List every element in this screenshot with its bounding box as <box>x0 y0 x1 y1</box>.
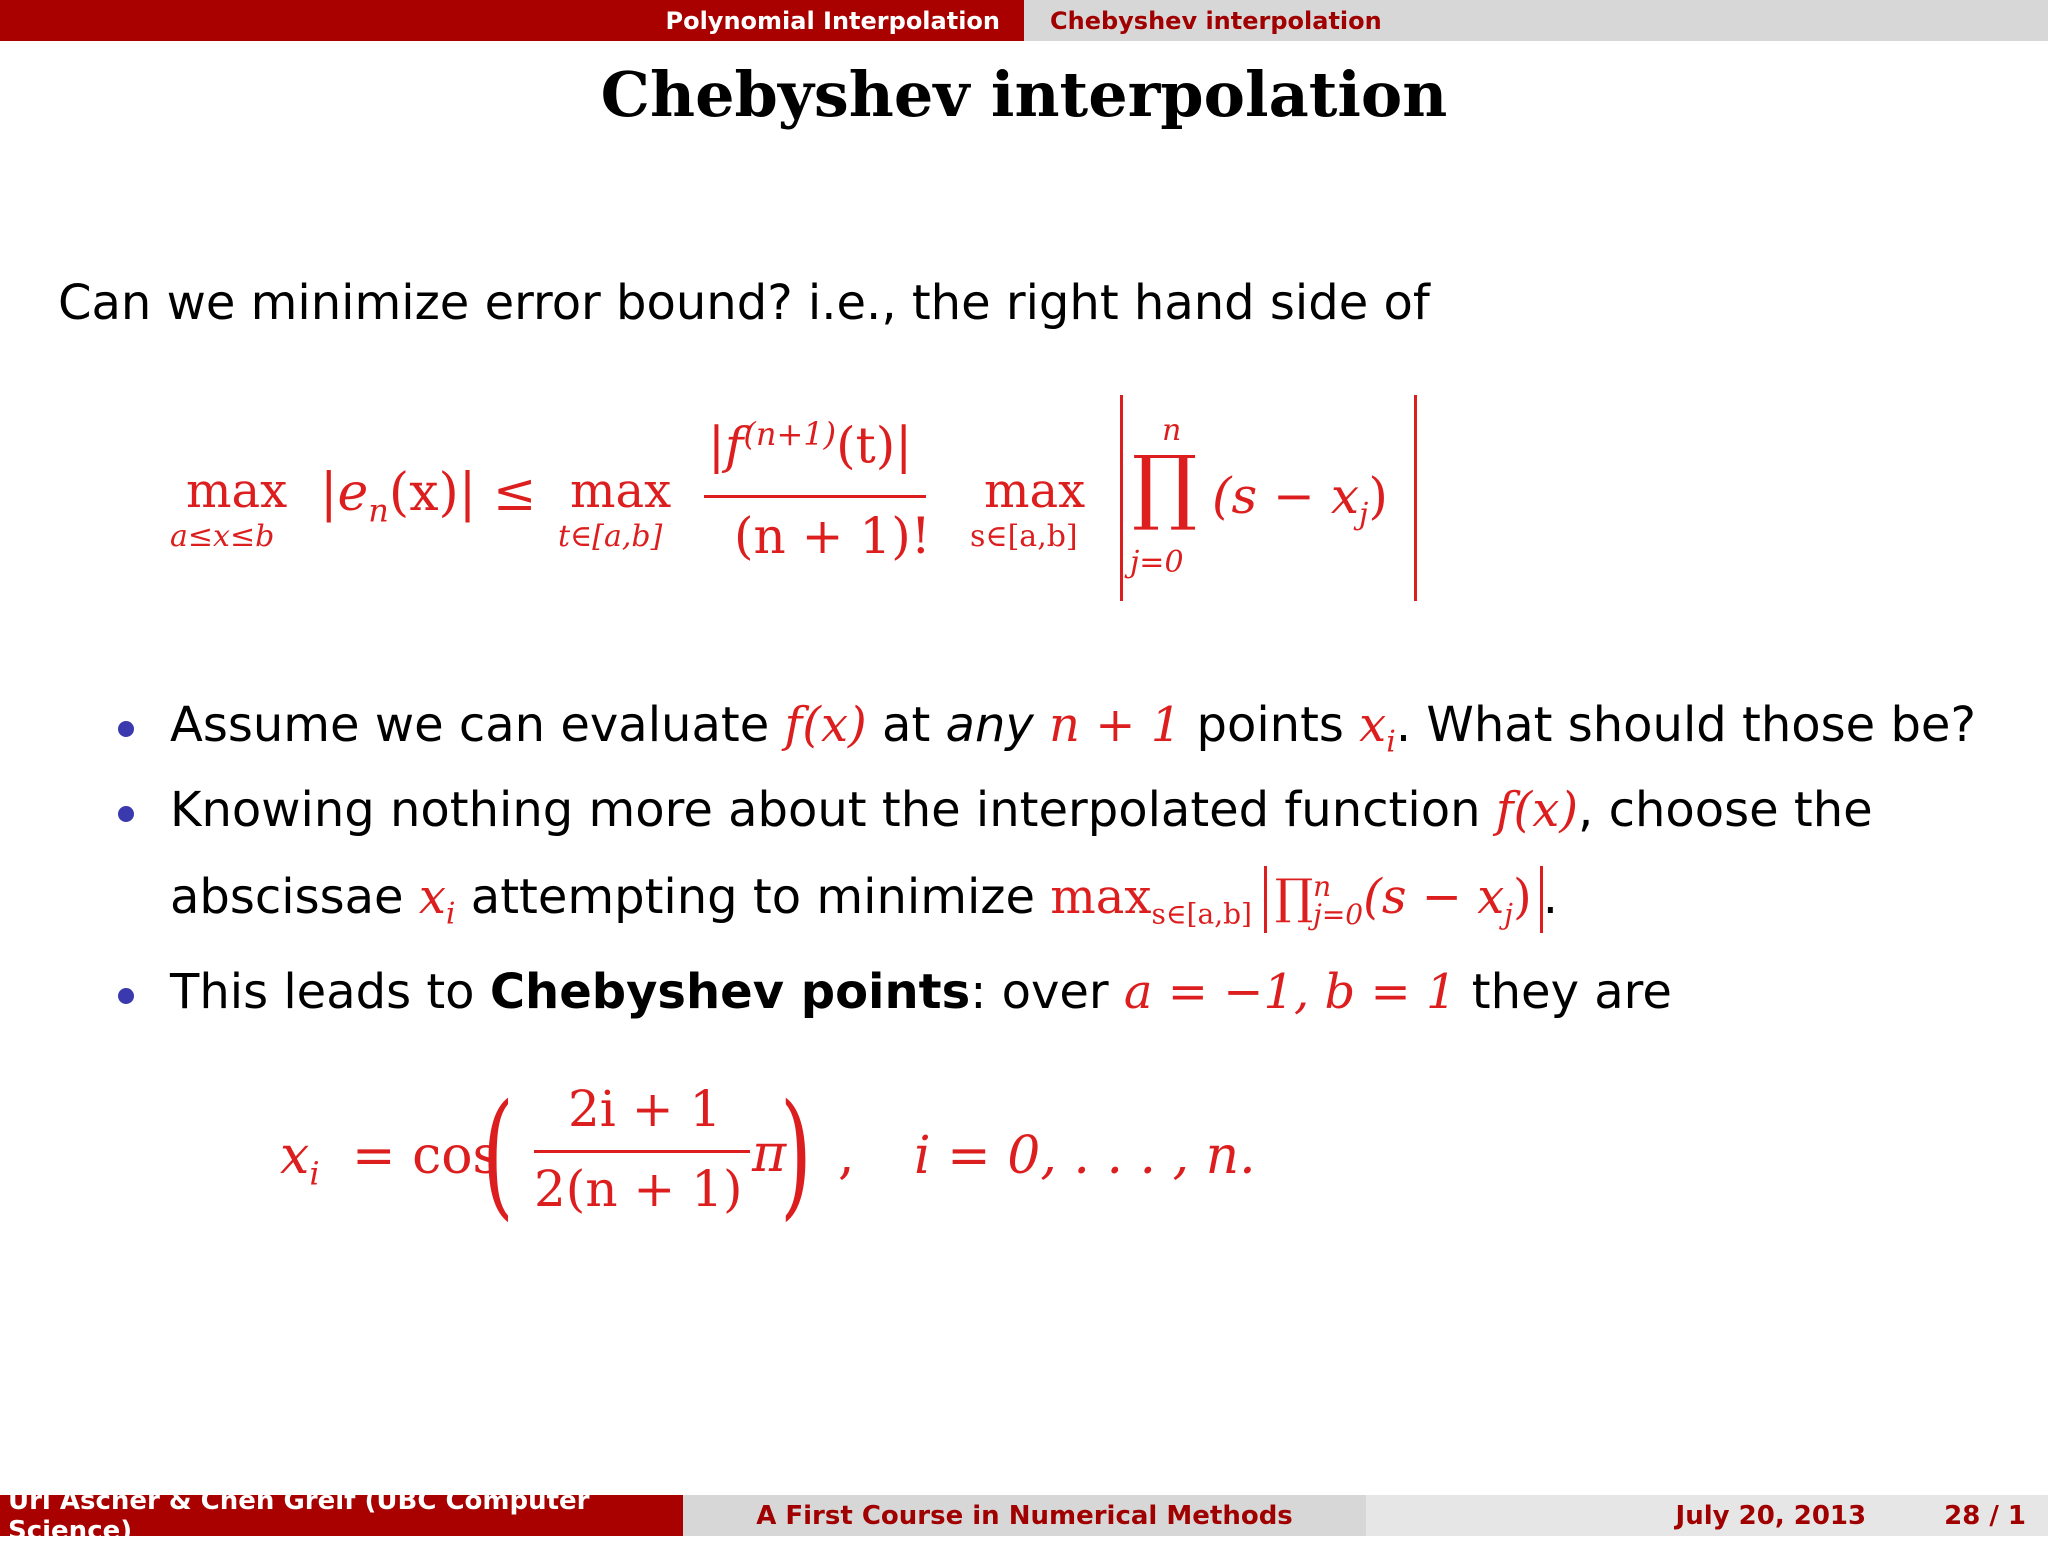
b1-text-1: Assume we can evaluate <box>170 697 785 753</box>
formula-pi: π <box>752 1124 787 1184</box>
b1-text-4: . What should those be? <box>1395 697 1976 753</box>
max-operator-2: max <box>570 463 672 519</box>
b1-math-n1: n + 1 <box>1033 697 1182 753</box>
footer-date: July 20, 2013 <box>1675 1500 1867 1531</box>
error-lhs-sub: n <box>368 491 389 530</box>
b3-text-2: : over <box>970 964 1124 1020</box>
header-bar <box>0 0 2048 41</box>
footer-date-page <box>1366 1495 2048 1536</box>
b2-math-f: f(x) <box>1495 782 1579 838</box>
b2-text-5: . <box>1542 869 1558 925</box>
footer-course: A First Course in Numerical Methods <box>683 1495 1366 1536</box>
product-lower-limit: j=0 <box>1130 545 1184 580</box>
header-section: Polynomial Interpolation <box>0 0 1024 41</box>
product-body <box>1212 467 1388 532</box>
max-subscript-1: a≤x≤b <box>170 519 275 554</box>
footer-bar <box>0 1485 2048 1546</box>
b2-xi-sub: i <box>445 896 456 932</box>
formula-lhs-sub: i <box>309 1154 320 1193</box>
b2-text-4: attempting to minimize <box>455 869 1051 925</box>
b2-max-main: max <box>1050 869 1152 925</box>
b2-prod-body: (s − x <box>1363 869 1505 925</box>
intro-text: Can we minimize error bound? i.e., the right hand side of <box>58 275 1430 331</box>
b2-text-2: , choose the <box>1578 782 1873 838</box>
bullet-item-2-line-1 <box>170 782 1873 838</box>
b3-math-interval: a = −1, b = 1 <box>1123 964 1457 1020</box>
b3-bold: Chebyshev points <box>489 964 971 1020</box>
b2-math-xi <box>418 869 456 932</box>
fraction-bar <box>704 495 926 498</box>
b1-text-3: points <box>1181 697 1360 753</box>
b2-prod-body-end: ) <box>1512 869 1532 925</box>
b2-prod-sub: j=0 <box>1313 897 1364 931</box>
chebyshev-formula <box>280 1076 1256 1234</box>
abs-bar-right <box>1414 395 1417 601</box>
bullet-item-1 <box>170 697 1976 760</box>
max-operator-3: max <box>984 463 1086 519</box>
right-paren: ) <box>780 1076 812 1234</box>
b2-prod-sup: n <box>1313 869 1332 903</box>
product-body-end: ) <box>1368 467 1388 525</box>
numerator-rest: (t)| <box>836 416 913 475</box>
b1-text-2: at <box>866 697 946 753</box>
b1-math-f: f(x) <box>784 697 867 753</box>
b1-emph: any <box>945 697 1034 753</box>
b1-xi-sub: i <box>1386 724 1396 760</box>
b2-math-max <box>1050 869 1252 931</box>
b1-xi-main: x <box>1359 697 1387 753</box>
numerator-f: |f <box>708 416 744 475</box>
b2-xi-main: x <box>418 869 446 925</box>
abs-bar-left <box>1120 395 1123 601</box>
max-subscript-2: t∈[a,b] <box>558 519 663 554</box>
bullet-dot-3 <box>118 988 134 1004</box>
b2-max-sub: s∈[a,b] <box>1151 897 1252 931</box>
b1-math-xi <box>1359 697 1396 760</box>
b2-math-abs-product <box>1264 866 1543 933</box>
formula-numerator: 2i + 1 <box>568 1080 722 1138</box>
b2-prod-symbol: ∏ <box>1274 869 1314 925</box>
error-bound-equation <box>168 395 1438 605</box>
b2-prod-body-sub: j <box>1504 897 1513 931</box>
fraction-numerator <box>708 415 912 475</box>
formula-fraction-bar <box>534 1150 750 1153</box>
header-subsection: Chebyshev interpolation <box>1024 0 2048 41</box>
formula-cos: = cos <box>352 1126 500 1186</box>
error-lhs <box>320 463 536 529</box>
bullet-dot-2 <box>118 806 134 822</box>
product-body-main: (s − x <box>1212 467 1360 525</box>
b2-text-3: abscissae <box>170 869 419 925</box>
fraction-denominator: (n + 1)! <box>734 507 931 565</box>
bullet-item-3 <box>170 964 1672 1020</box>
product-body-sub: j <box>1359 497 1369 532</box>
b3-text-1: This leads to <box>170 964 490 1020</box>
b3-text-3: they are <box>1456 964 1672 1020</box>
formula-denominator: 2(n + 1) <box>534 1160 743 1218</box>
left-paren: ( <box>482 1076 514 1234</box>
formula-range: i = 0, . . . , n. <box>914 1126 1256 1186</box>
product-upper-limit: n <box>1162 413 1182 448</box>
formula-comma: , <box>838 1126 855 1186</box>
b2-text-1: Knowing nothing more about the interpolated function <box>170 782 1496 838</box>
bullet-dot-1 <box>118 721 134 737</box>
numerator-sup: (n+1) <box>743 415 837 453</box>
footer-authors: Uri Ascher & Chen Greif (UBC Computer Science) <box>0 1495 683 1536</box>
error-lhs-rest: (x)| ≤ <box>388 463 537 523</box>
footer-page-number[interactable]: 28 / 1 <box>1944 1500 2026 1531</box>
max-operator-1: max <box>186 463 288 519</box>
error-lhs-e: |e <box>320 463 369 523</box>
bullet-item-2-line-2 <box>170 866 1558 933</box>
product-symbol: ∏ <box>1132 439 1198 534</box>
slide-title: Chebyshev interpolation <box>600 58 1448 131</box>
max-subscript-3: s∈[a,b] <box>970 519 1078 554</box>
formula-lhs <box>280 1126 320 1192</box>
formula-lhs-x: x <box>280 1126 310 1186</box>
